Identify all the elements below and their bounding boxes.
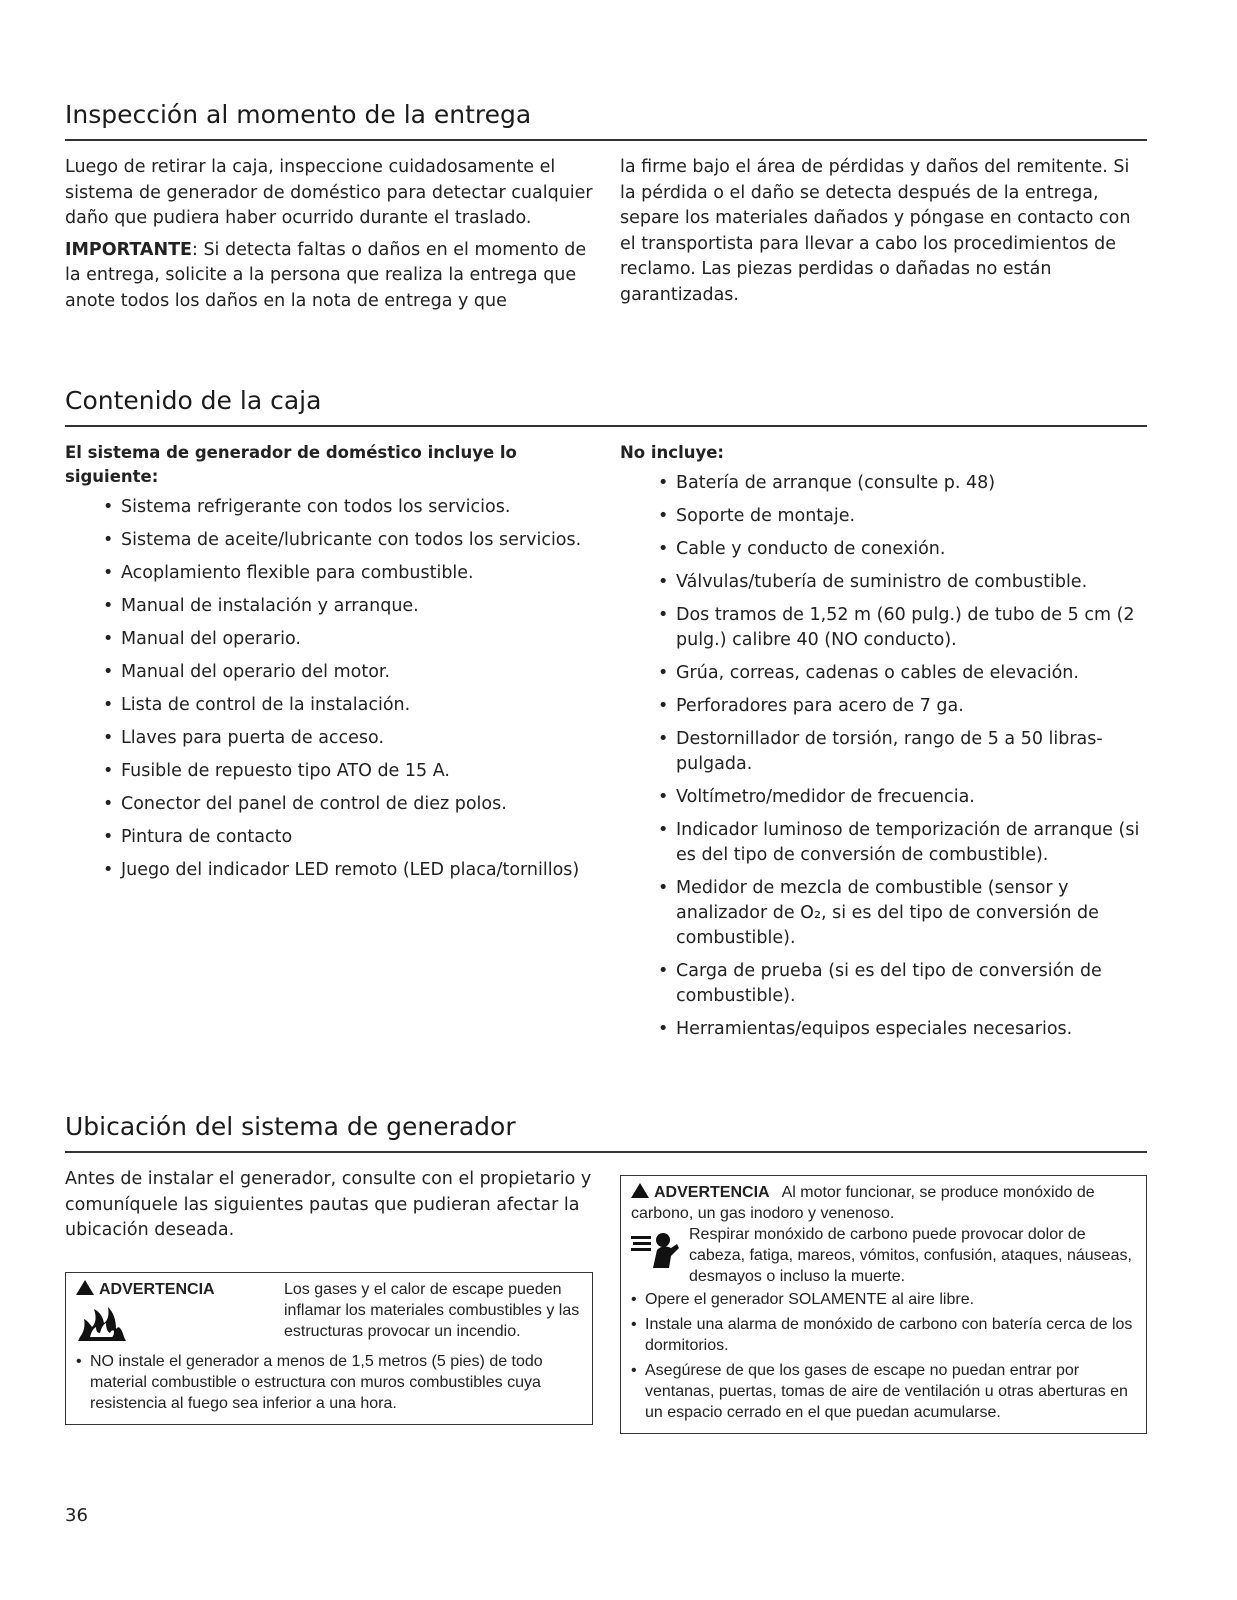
warning-body bbox=[76, 1279, 582, 1349]
not-included-list bbox=[620, 471, 1147, 1042]
list-item: • Soporte de montaje. bbox=[658, 504, 1147, 529]
fire-warning-box bbox=[65, 1272, 593, 1425]
list-item: • Manual de instalación y arranque. bbox=[103, 594, 593, 619]
section-title: Contenido de la caja bbox=[65, 386, 1147, 427]
warning-triangle-icon bbox=[631, 1183, 649, 1198]
list-item: • Batería de arranque (consulte p. 48) bbox=[658, 471, 1147, 496]
right-column bbox=[620, 1167, 1147, 1434]
paragraph: Luego de retirar la caja, inspeccione cuidadosamente el sistema de generador de doméstico para detectar cualquier daño que pudiera haber ocurrido durante el traslado. bbox=[65, 157, 593, 228]
left-column bbox=[65, 439, 593, 1050]
list-item: • Herramientas/equipos especiales necesarios. bbox=[658, 1017, 1147, 1042]
list-item: • Indicador luminoso de temporización de arranque (si es del tipo de conversión de combustible). bbox=[658, 818, 1147, 868]
paragraph: la firme bajo el área de pérdidas y daños del remitente. Si la pérdida o el daño se detecta después de la entrega, separe los materiales dañados y póngase en contacto con el transportista para llevar a cabo los procedimientos de reclamo. Las piezas perdidas o dañadas no están garantizadas. bbox=[620, 157, 1131, 305]
person-gas-icon bbox=[631, 1224, 689, 1287]
list-item: • Válvulas/tubería de suministro de combustible. bbox=[658, 570, 1147, 595]
warning-item: • Opere el generador SOLAMENTE al aire libre. bbox=[631, 1289, 1136, 1310]
co-hazard-icon-graphic bbox=[631, 1230, 681, 1270]
warning-head-text: Los gases y el calor de escape pueden inflamar los materiales combustibles y las estructuras provocar un incendio. bbox=[284, 1280, 580, 1340]
list-item: • Sistema refrigerante con todos los servicios. bbox=[103, 495, 593, 520]
list-item: • Lista de control de la instalación. bbox=[103, 693, 593, 718]
co-warning-box bbox=[620, 1175, 1147, 1434]
list-item: • Grúa, correas, cadenas o cables de elevación. bbox=[658, 661, 1147, 686]
section-title: Inspección al momento de la entrega bbox=[65, 100, 1147, 141]
important-text: : Si detecta faltas o daños en el momento de la entrega, solicite a la persona que realiza la entrega que anote todos los daños en la nota de entrega y que bbox=[65, 239, 587, 311]
list-item: • Manual del operario del motor. bbox=[103, 660, 593, 685]
included-list bbox=[65, 495, 593, 883]
warning-label: ADVERTENCIA bbox=[99, 1280, 215, 1298]
section-inspeccion bbox=[65, 100, 1147, 314]
right-column bbox=[620, 155, 1147, 314]
two-columns bbox=[65, 155, 1147, 314]
warning-list bbox=[76, 1351, 582, 1414]
warning-item: • NO instale el generador a menos de 1,5 metros (5 pies) de todo material combustible o estructura con muros combustibles cuya resistencia al fuego sea inferior a una hora. bbox=[76, 1351, 582, 1414]
page-number: 36 bbox=[65, 1505, 88, 1526]
two-columns bbox=[65, 439, 1147, 1050]
section-title: Ubicación del sistema de generador bbox=[65, 1112, 1147, 1153]
right-column bbox=[620, 439, 1147, 1050]
section-contenido bbox=[65, 386, 1147, 1050]
important-label: IMPORTANTE bbox=[65, 239, 192, 260]
list-item: • Llaves para puerta de acceso. bbox=[103, 726, 593, 751]
list-item: • Conector del panel de control de diez polos. bbox=[103, 792, 593, 817]
not-included-heading: No incluye: bbox=[620, 443, 725, 462]
list-item: • Destornillador de torsión, rango de 5 a 50 libras-pulgada. bbox=[658, 727, 1147, 777]
warning-body bbox=[631, 1224, 1136, 1287]
fire-icon-graphic bbox=[76, 1303, 128, 1343]
warning-text-wrap bbox=[134, 1279, 582, 1349]
list-item: • Cable y conducto de conexión. bbox=[658, 537, 1147, 562]
list-item: • Dos tramos de 1,52 m (60 pulg.) de tubo de 5 cm (2 pulg.) calibre 40 (NO conducto). bbox=[658, 603, 1147, 653]
intro-paragraph: Antes de instalar el generador, consulte con el propietario y comuníquele las siguientes pautas que pudieran afectar la ubicación deseada. bbox=[65, 1169, 592, 1240]
list-item: • Juego del indicador LED remoto (LED placa/tornillos) bbox=[103, 858, 593, 883]
warning-header bbox=[631, 1182, 1136, 1224]
warning-list bbox=[631, 1289, 1136, 1423]
warning-body-text: Respirar monóxido de carbono puede provocar dolor de cabeza, fatiga, mareos, vómitos, confusión, ataques, náuseas, desmayos o incluso la muerte. bbox=[689, 1226, 1132, 1285]
two-columns bbox=[65, 1167, 1147, 1434]
left-column bbox=[65, 1167, 593, 1434]
included-heading: El sistema de generador de doméstico incluye lo siguiente: bbox=[65, 443, 517, 486]
warning-label: ADVERTENCIA bbox=[654, 1184, 770, 1201]
list-item: • Sistema de aceite/lubricante con todos los servicios. bbox=[103, 528, 593, 553]
warning-triangle-icon bbox=[76, 1280, 94, 1295]
warning-item: • Instale una alarma de monóxido de carbono con batería cerca de los dormitorios. bbox=[631, 1314, 1136, 1356]
section-ubicacion bbox=[65, 1112, 1147, 1434]
list-item: • Fusible de repuesto tipo ATO de 15 A. bbox=[103, 759, 593, 784]
warning-head-text: Al motor funcionar, se produce monóxido de carbono, un gas inodoro y venenoso. bbox=[631, 1184, 1095, 1222]
list-item: • Acoplamiento flexible para combustible. bbox=[103, 561, 593, 586]
list-item: • Medidor de mezcla de combustible (sensor y analizador de O₂, si es del tipo de conversión de combustible). bbox=[658, 876, 1147, 951]
important-paragraph bbox=[65, 238, 593, 315]
left-column bbox=[65, 155, 593, 314]
list-item: • Pintura de contacto bbox=[103, 825, 593, 850]
list-item: • Manual del operario. bbox=[103, 627, 593, 652]
warning-item: • Asegúrese de que los gases de escape no puedan entrar por ventanas, puertas, tomas de aire de ventilación u otras aberturas en un espacio cerrado en el que puedan acumularse. bbox=[631, 1360, 1136, 1423]
list-item: • Carga de prueba (si es del tipo de conversión de combustible). bbox=[658, 959, 1147, 1009]
list-item: • Perforadores para acero de 7 ga. bbox=[658, 694, 1147, 719]
list-item: • Voltímetro/medidor de frecuencia. bbox=[658, 785, 1147, 810]
